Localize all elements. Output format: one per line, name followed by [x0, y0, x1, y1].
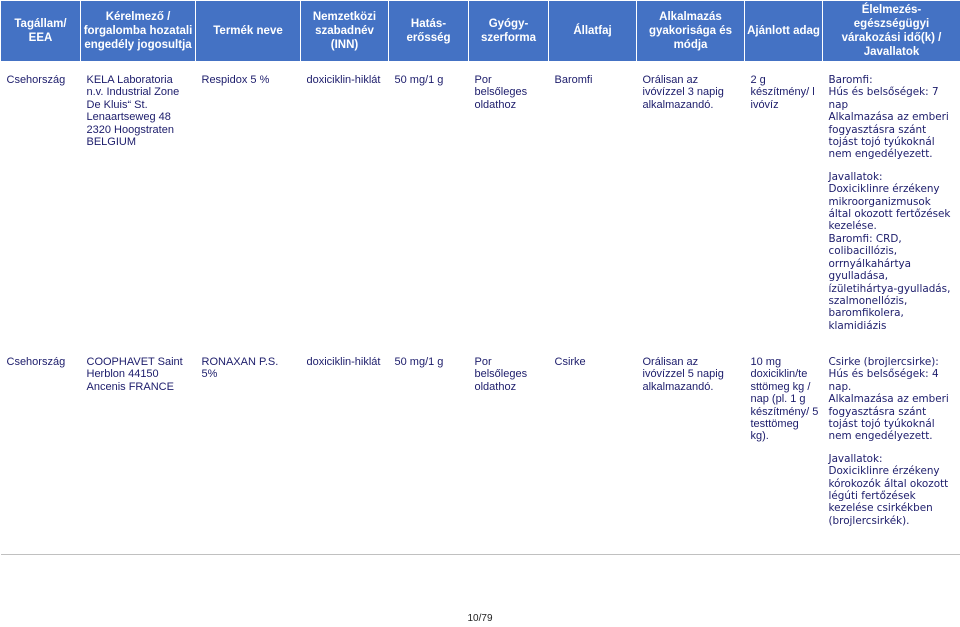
indications-text: Javallatok: Doxiciklinre érzékeny kórokozók által okozott légúti fertőzések kezelése csirkékben (brojlercsirkék).	[828, 452, 949, 527]
cell-product-name: Respidox 5 %	[201, 74, 270, 86]
header-member-state: Tagállam/ EEA	[1, 1, 81, 62]
cell-withdrawal	[823, 62, 960, 345]
header-strength: Hatás-erősség	[389, 1, 469, 62]
indications-text: Javallatok: Doxiciklinre érzékeny mikroorganizmusok által okozott fertőzések kezelése. Baromfi: CRD, colibacillózis, orrnyálkahártya gyulladása, ízületihártya-gyulladás, szalmonellózis, baromfikolera, klamidiázis	[828, 170, 951, 332]
header-species: Állatfaj	[549, 1, 637, 62]
cell-member-state: Csehország	[1, 344, 81, 555]
cell-species: Baromfi	[554, 74, 593, 86]
cell-inn: doxiciklin-hiklát	[301, 344, 389, 555]
header-product-name: Termék neve	[196, 1, 301, 62]
cell-strength: 50 mg/1 g	[394, 74, 444, 86]
table-row	[1, 344, 960, 555]
cell-strength: 50 mg/1 g	[389, 344, 469, 555]
cell-product-name: RONAXAN P.S. 5%	[196, 344, 301, 555]
page-number: 10/79	[467, 613, 493, 624]
cell-dose: 2 g készítmény/ l ivóvíz	[750, 74, 815, 111]
cell-member-state: Csehország	[6, 74, 66, 86]
cell-inn: doxiciklin-hiklát	[306, 74, 381, 86]
cell-applicant: COOPHAVET Saint Herblon 44150 Ancenis FRANCE	[81, 344, 196, 555]
cell-pharmaceutical-form: Por belsőleges oldathoz	[469, 344, 549, 555]
header-inn: Nemzetközi szabadnév (INN)	[301, 1, 389, 62]
table-row	[1, 62, 960, 345]
header-applicant: Kérelmező / forgalomba hozatali engedély jogosultja	[81, 1, 196, 62]
cell-withdrawal	[823, 344, 960, 555]
cell-frequency: Orálisan az ivóvízzel 5 napig alkalmazandó.	[637, 344, 745, 555]
withdrawal-text: Baromfi: Hús és belsőségek: 7 nap Alkalmazása az emberi fogyasztásra szánt tojást tojó tyúkoknál nem engedélyezett.	[828, 74, 949, 161]
header-dose: Ajánlott adag	[745, 1, 823, 62]
header-pharmaceutical-form: Gyógy-szerforma	[469, 1, 549, 62]
header-withdrawal: Élelmezés-egészségügyi várakozási idő(k) / Javallatok	[823, 1, 960, 62]
header-frequency: Alkalmazás gyakorisága és módja	[637, 1, 745, 62]
cell-frequency: Orálisan az ivóvízzel 3 napig alkalmazandó.	[642, 74, 724, 111]
withdrawal-text: Csirke (brojlercsirke): Hús és belsőségek: 4 nap. Alkalmazása az emberi fogyasztásra szánt tojást tojó tyúkoknál nem engedélyezett.	[828, 356, 949, 443]
cell-pharmaceutical-form: Por belsőleges oldathoz	[474, 74, 528, 111]
cell-dose: 10 mg doxiciklin/te sttömeg kg / nap (pl. 1 g készítmény/ 5 testtömeg kg).	[745, 344, 823, 555]
table-header	[1, 1, 960, 62]
applicant-text: KELA Laboratoria n.v. Industrial Zone De Kluis“ St. Lenaartseweg 48 2320 Hoogstraten BELGIUM	[86, 74, 180, 149]
cell-applicant	[81, 62, 196, 345]
cell-species: Csirke	[549, 344, 637, 555]
